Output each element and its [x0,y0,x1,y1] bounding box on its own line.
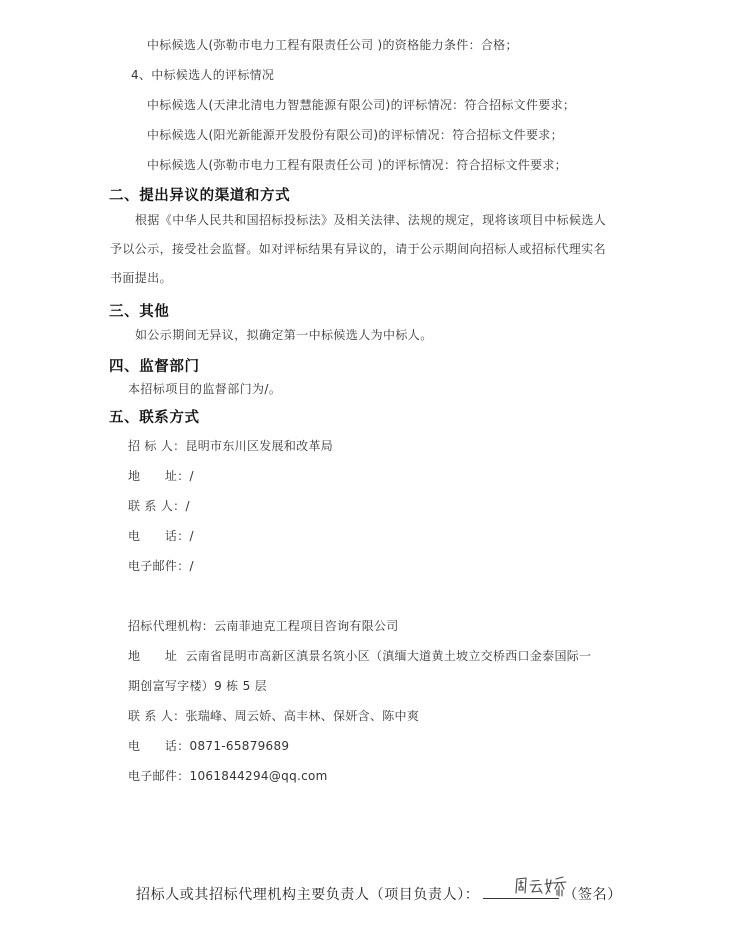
qualification-line-3: 中标候选人(弥勒市电力工程有限责任公司 )的资格能力条件：合格； [147,38,518,52]
agency-address-value-line2: 期创富写字楼）9 栋 5 层 [128,679,267,693]
section2-para-line1: 根据《中华人民共和国招标投标法》及相关法律、法规的规定，现将该项目中标候选人 [135,213,607,227]
tenderer-email-value: / [189,559,194,573]
agency-email-row [128,767,328,784]
agency-phone-value: 0871-65879689 [189,739,290,753]
tenderer-contact-label: 联 系 人： [128,499,186,513]
tenderer-name-label: 招 标 人： [128,439,186,453]
tenderer-address-row [128,467,194,484]
evaluation-line-3: 中标候选人(弥勒市电力工程有限责任公司 )的评标情况：符合招标文件要求； [147,158,567,172]
section2-para-line3: 书面提出。 [110,271,173,285]
tenderer-phone-value: / [189,529,194,543]
tenderer-email-row [128,557,194,574]
signature-prefix: 招标人或其招标代理机构主要负责人（项目负责人）： [136,887,480,903]
agency-address-label: 地 址 [128,649,178,663]
signature-suffix: （签名） [563,887,622,903]
section4-heading: 四、监督部门 [109,359,200,375]
tenderer-email-label: 电子邮件： [128,559,190,573]
tenderer-phone-row [128,527,194,544]
tenderer-name-row [128,437,333,454]
agency-address-row [128,647,591,664]
tenderer-address-label: 地 址： [128,469,190,483]
agency-phone-row [128,737,289,754]
section4-para: 本招标项目的监督部门为/。 [128,382,282,396]
evaluation-line-1: 中标候选人(天津北清电力智慧能源有限公司)的评标情况：符合招标文件要求； [147,98,576,112]
agency-name-value: 云南菲迪克工程项目咨询有限公司 [214,619,399,633]
agency-name-row [128,617,399,634]
tenderer-contact-value: / [185,499,190,513]
section2-para-line2: 予以公示，接受社会监督。如对评标结果有异议的，请于公示期间向招标人或招标代理实名 [110,242,607,256]
section3-heading: 三、其他 [109,304,170,320]
agency-address-value-line1: 云南省昆明市高新区滇景名筑小区（滇缅大道黄土坡立交桥西口金泰国际一 [185,649,592,663]
handwritten-signature [513,873,569,899]
tenderer-phone-label: 电 话： [128,529,190,543]
section3-para: 如公示期间无异议，拟确定第一中标候选人为中标人。 [135,328,433,342]
agency-contact-row [128,707,419,724]
tenderer-name-value: 昆明市东川区发展和改革局 [185,439,334,453]
agency-contact-label: 联 系 人： [128,709,186,723]
section5-heading: 五、联系方式 [109,410,200,426]
agency-phone-label: 电 话： [128,739,190,753]
agency-email-value: 1061844294@qq.com [189,769,328,783]
tenderer-contact-row [128,497,190,514]
agency-contact-value: 张瑞峰、周云娇、高丰林、保妍含、陈中爽 [185,709,420,723]
tenderer-address-value: / [189,469,194,483]
section2-heading: 二、提出异议的渠道和方式 [109,188,291,204]
item4-title: 4、中标候选人的评标情况 [131,68,275,82]
evaluation-line-2: 中标候选人(阳光新能源开发股份有限公司)的评标情况：符合招标文件要求； [147,128,563,142]
agency-name-label: 招标代理机构： [128,619,215,633]
agency-email-label: 电子邮件： [128,769,190,783]
